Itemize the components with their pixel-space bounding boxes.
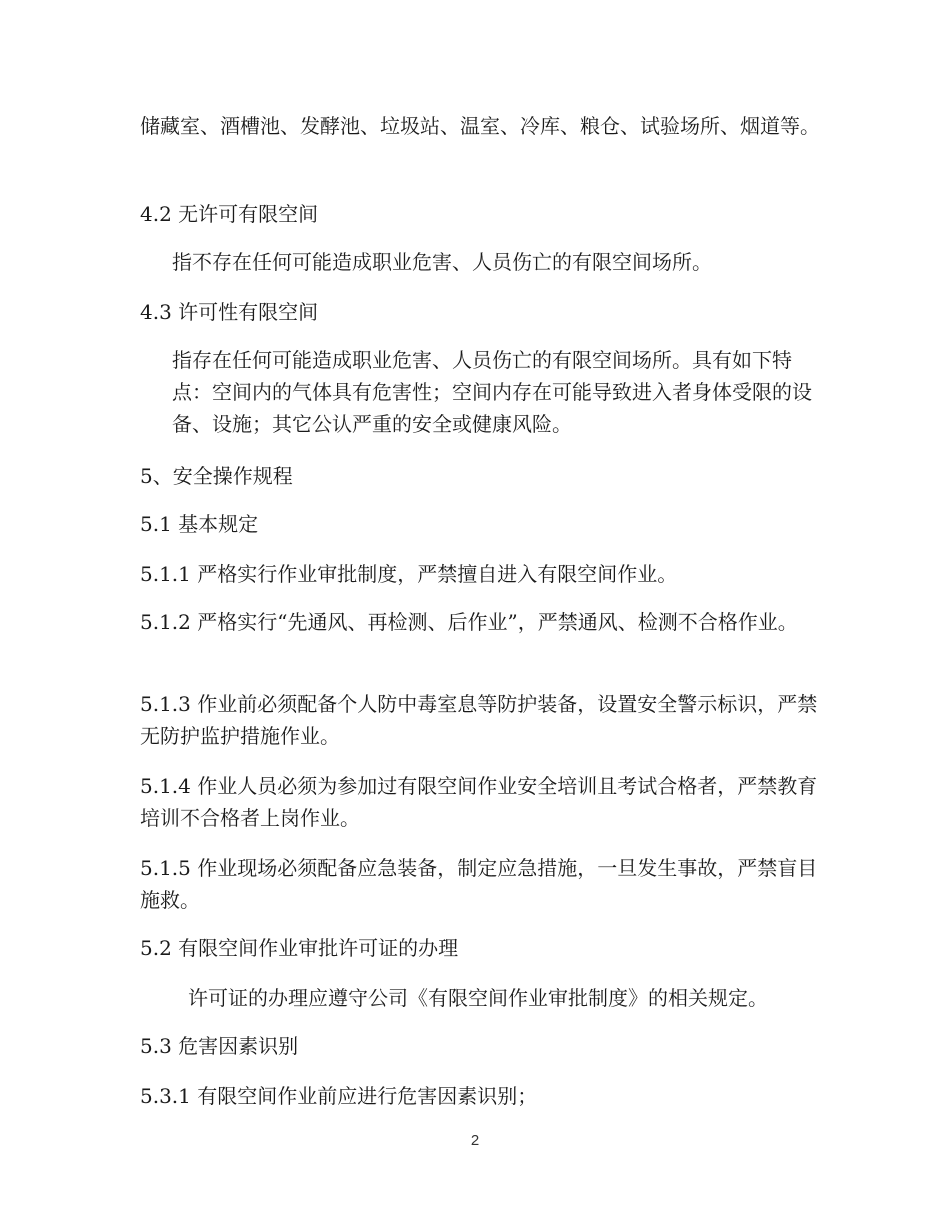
heading-5-2: 5.2 有限空间作业审批许可证的办理 [140, 936, 459, 960]
heading-5-3: 5.3 危害因素识别 [140, 1034, 299, 1058]
heading-4-3: 4.3 许可性有限空间 [140, 300, 319, 324]
clause-5-3-1: 5.3.1 有限空间作业前应进行危害因素识别； [140, 1084, 538, 1108]
clause-5-1-5: 5.1.5 作业现场必须配备应急装备，制定应急措施，一旦发生事故，严禁盲目施救。 [140, 856, 818, 912]
clause-5-1-4: 5.1.4 作业人员必须为参加过有限空间作业安全培训且考试合格者，严禁教育培训不合格者上岗作业。 [140, 774, 818, 830]
heading-4-2: 4.2 无许可有限空间 [140, 202, 319, 226]
heading-5-1: 5.1 基本规定 [140, 512, 259, 536]
page-number: 2 [470, 1132, 480, 1149]
clause-5-1-3: 5.1.3 作业前必须配备个人防中毒室息等防护装备，设置安全警示标识，严禁无防护监护措施作业。 [140, 692, 818, 748]
paragraph-4-3-body: 指存在任何可能造成职业危害、人员伤亡的有限空间场所。具有如下特点：空间内的气体具有危害性；空间内存在可能导致进入者身体受限的设备、设施；其它公认严重的安全或健康风险。 [172, 348, 812, 436]
paragraph-5-2-body: 许可证的办理应遵守公司《有限空间作业审批制度》的相关规定。 [188, 986, 768, 1010]
paragraph-4-2-body: 指不存在任何可能造成职业危害、人员伤亡的有限空间场所。 [172, 250, 712, 274]
clause-5-1-1: 5.1.1 严格实行作业审批制度，严禁擅自进入有限空间作业。 [140, 562, 678, 586]
clause-5-1-2: 5.1.2 严格实行“先通风、再检测、后作业”，严禁通风、检测不合格作业。 [140, 610, 798, 634]
heading-5: 5、安全操作规程 [140, 464, 293, 488]
paragraph-storage-list: 储藏室、酒槽池、发酵池、垃圾站、温室、冷库、粮仓、试验场所、烟道等。 [140, 114, 820, 138]
